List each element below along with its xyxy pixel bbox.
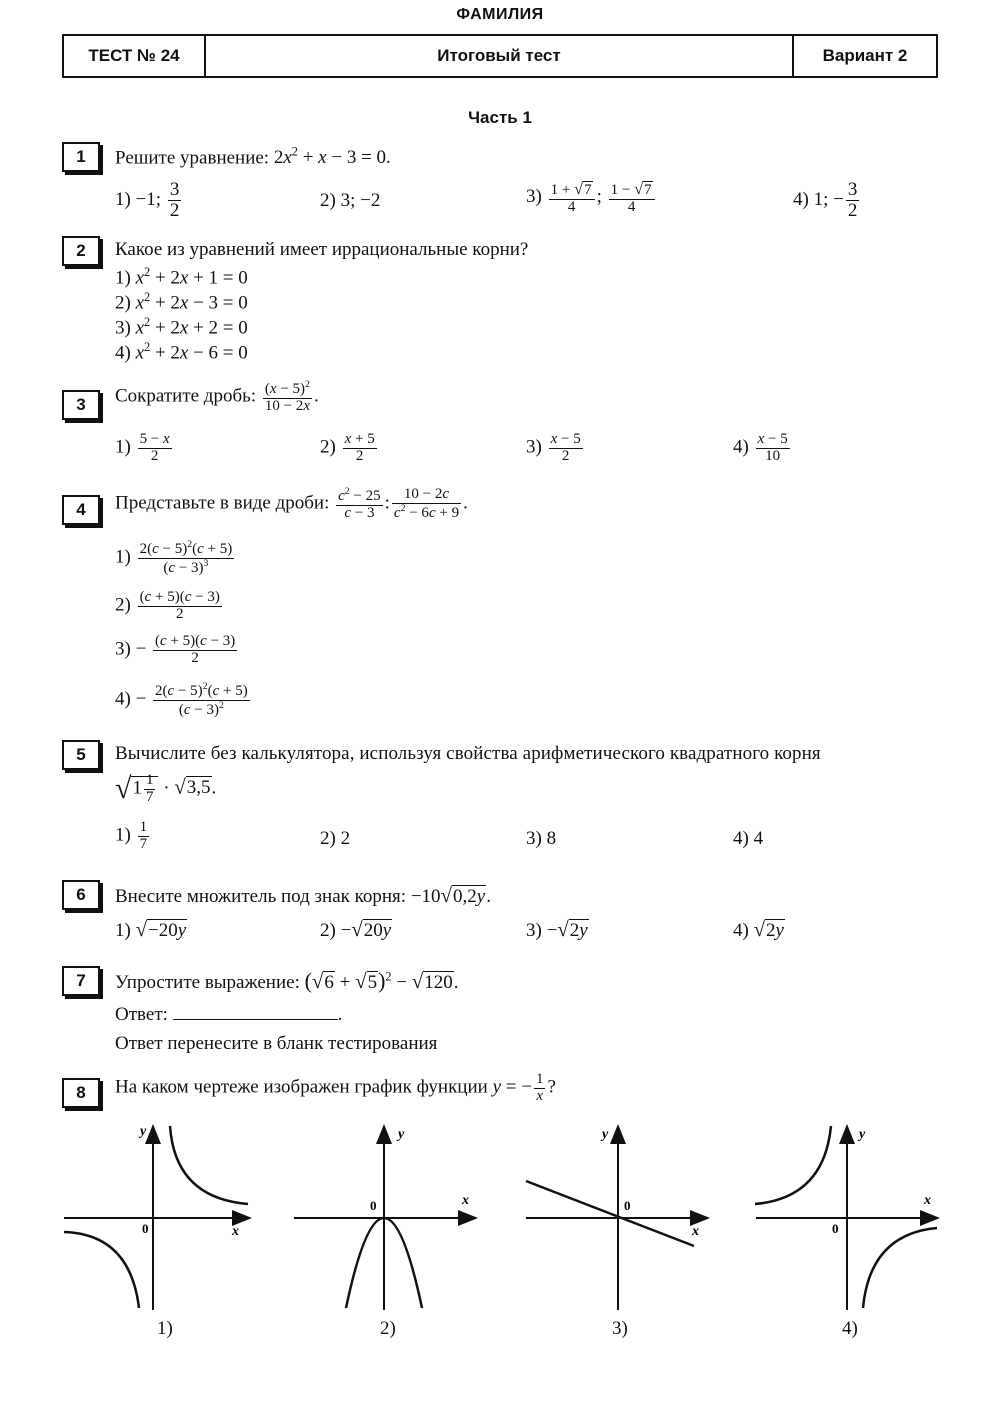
graph-1-branch-upper-right bbox=[170, 1126, 248, 1204]
q7-answer-row: Ответ: . bbox=[115, 1000, 342, 1026]
test-number: ТЕСТ № 24 bbox=[64, 36, 206, 76]
q1-option-2: 2) 3; −2 bbox=[320, 190, 381, 211]
graph-2-origin: 0 bbox=[370, 1198, 377, 1213]
test-header bbox=[62, 34, 938, 78]
question-1-equation: $2x^2 + x - 3 = 0$. bbox=[273, 145, 391, 169]
q1-option-1: 1) −1; $\frac{3}{2}$ bbox=[115, 179, 180, 221]
test-variant: Вариант 2 bbox=[822, 46, 908, 65]
q4-option-2: 2) $\frac{(c + 5)(c - 3)}{2}$ bbox=[115, 589, 220, 622]
q2-option-1: 1) $x^2 + 2x + 1 = 0$ bbox=[115, 265, 248, 289]
q2-option-2: 2) $x^2 + 2x - 3 = 0$ bbox=[115, 290, 248, 314]
graph-2-label: 2) bbox=[380, 1318, 396, 1339]
graph-1-branch-lower-left bbox=[64, 1232, 139, 1308]
q2-option-4: 4) $x^2 + 2x - 6 = 0$ bbox=[115, 340, 248, 364]
question-8-text: На каком чертеже изображен график функции y = − $\frac{1}{x}$ ? bbox=[115, 1071, 556, 1104]
question-number-7: 7 bbox=[62, 966, 100, 996]
graph-4[interactable] bbox=[752, 1120, 947, 1315]
surname-label: ФАМИЛИЯ bbox=[456, 6, 544, 23]
test-title: Итоговый тест bbox=[206, 36, 794, 76]
q4-option-1: 1) $\frac{2(c - 5)^2(c + 5)}{(c - 3)^3}$ bbox=[115, 539, 233, 576]
q5-option-3: 3) 8 bbox=[526, 828, 557, 849]
graph-2[interactable] bbox=[290, 1120, 485, 1315]
q5-option-4: 4) 4 bbox=[733, 828, 764, 849]
graph-4-branch-upper-left bbox=[755, 1126, 831, 1204]
question-5-expression: √1 $\frac{1}{7}$ · √3,5. bbox=[115, 771, 217, 805]
question-2-prompt: Какое из уравнений имеет иррациональные корни? bbox=[115, 239, 529, 260]
question-4-text: Представьте в виде дроби: $\frac{c^2 - 25}{c - 3}$ : $\frac{10 - 2c}{c^2 - 6c + 9}$ . bbox=[115, 486, 468, 521]
q6-option-1: 1) √−20y bbox=[115, 917, 187, 941]
question-5-prompt: Вычислите без калькулятора, используя свойства арифметического квадратного корня bbox=[115, 743, 821, 764]
graph-1-label: 1) bbox=[157, 1318, 173, 1339]
question-number-5: 5 bbox=[62, 740, 100, 770]
question-7-text: Упростите выражение: $(√6 + √5)^2 - √120$. bbox=[115, 968, 459, 993]
q4-option-4: 4) − $\frac{2(c - 5)^2(c + 5)}{(c - 3)^2}$ bbox=[115, 681, 248, 718]
graph-3[interactable] bbox=[522, 1120, 717, 1315]
question-6-text: Внесите множитель под знак корня: −10√0,2y. bbox=[115, 883, 491, 907]
graph-3-x-label: x bbox=[692, 1224, 699, 1239]
question-number-8: 8 bbox=[62, 1078, 100, 1108]
question-number-2: 2 bbox=[62, 236, 100, 266]
q7-answer-field[interactable] bbox=[173, 1000, 338, 1020]
graph-4-x-label: x bbox=[924, 1193, 931, 1208]
q3-option-4: 4) $\frac{x - 5}{10}$ bbox=[733, 431, 788, 464]
q7-note: Ответ перенесите в бланк тестирования bbox=[115, 1033, 438, 1054]
q3-option-3: 3) $\frac{x - 5}{2}$ bbox=[526, 431, 581, 464]
graph-4-y-label: y bbox=[859, 1127, 866, 1142]
question-number-1: 1 bbox=[62, 142, 100, 172]
q1-option-3: 3) $\frac{1 + √7}{4}$ ; $\frac{1 - √7}{4}$ bbox=[526, 180, 657, 216]
graph-1-y-label: y bbox=[140, 1124, 147, 1139]
question-3-text: Сократите дробь: $\frac{(x - 5)^2}{10 - 2x}$ . bbox=[115, 379, 319, 414]
q6-option-3: 3) −√2y bbox=[526, 917, 588, 941]
q6-option-4: 4) √2y bbox=[733, 917, 784, 941]
graph-4-origin: 0 bbox=[832, 1221, 839, 1236]
graph-3-label: 3) bbox=[612, 1318, 628, 1339]
graph-4-label: 4) bbox=[842, 1318, 858, 1339]
graph-3-line bbox=[526, 1181, 694, 1246]
question-number-6: 6 bbox=[62, 880, 100, 910]
graph-1-origin: 0 bbox=[142, 1221, 149, 1236]
part-title: Часть 1 bbox=[468, 108, 532, 127]
graph-2-x-label: x bbox=[462, 1193, 469, 1208]
graph-1[interactable] bbox=[60, 1120, 255, 1315]
q4-option-3: 3) − $\frac{(c + 5)(c - 3)}{2}$ bbox=[115, 633, 236, 666]
graph-2-y-label: y bbox=[398, 1127, 405, 1142]
question-1-text bbox=[115, 145, 391, 169]
question-1-prompt: Решите уравнение: bbox=[115, 147, 270, 169]
graph-1-x-label: x bbox=[232, 1224, 239, 1239]
q6-option-2: 2) −√20y bbox=[320, 917, 392, 941]
graph-3-y-label: y bbox=[602, 1127, 609, 1142]
q3-option-2: 2) $\frac{x + 5}{2}$ bbox=[320, 431, 375, 464]
question-number-3: 3 bbox=[62, 390, 100, 420]
question-number-4: 4 bbox=[62, 495, 100, 525]
q1-option-4: 4) 1; − $\frac{3}{2}$ bbox=[793, 179, 858, 221]
q5-option-2: 2) 2 bbox=[320, 828, 351, 849]
q3-option-1: 1) $\frac{5 - x}{2}$ bbox=[115, 431, 170, 464]
q5-option-1: 1) $\frac{1}{7}$ bbox=[115, 819, 148, 852]
graph-4-branch-lower-right bbox=[863, 1228, 937, 1308]
graph-3-origin: 0 bbox=[624, 1198, 631, 1213]
q2-option-3: 3) $x^2 + 2x + 2 = 0$ bbox=[115, 315, 248, 339]
